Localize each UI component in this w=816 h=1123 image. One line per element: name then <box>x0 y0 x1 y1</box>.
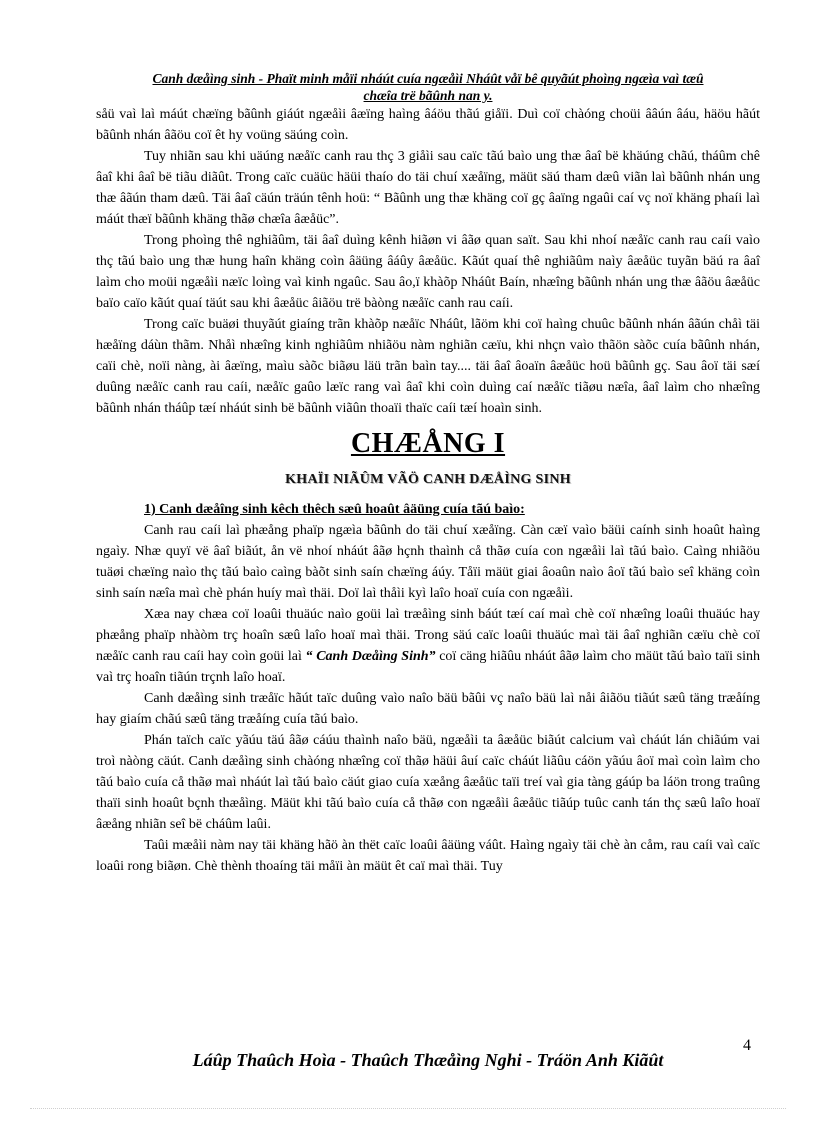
header-line-2: chæîa trë bãûnh nan y. <box>363 88 493 103</box>
section-heading: 1) Canh dæåîng sinh kêch thêch sæû hoaût âäüng cuía tãú baìo: <box>144 502 525 517</box>
paragraph: Trong caïc buäøi thuyãút giaíng trãn khàõp næåïc Nháût, lãöm khi coï haìng chuûc bãûnh nhán âãún chåì täi hæåïng dáùn thãm. Nhåì nhæîng kinh nghiãûm nhiãöu nàm nghiãn cæïu, khi nhçn vaìo thãön sàõc cuía bãûnh nhán, caïi chè, noïi nàng, ài âæïng, maìu sàõc biãøu läü trãn baìn tay.... täi âaî âoaïn âæåüc hoü bãûnh gç. Sau âoï täi sæí duûng næåïc canh rau caíi, næåïc gaûo læïc rang vaì âaî khi coìn duìng caí næåïc tiãøu næîa, âaî laìm cho nhæîng bãûnh nhán tháûp tæí nháút sinh bë bãûnh viãûn thoaïi thaïc caíi tæí hoaìn sinh. <box>96 317 760 416</box>
paragraph-text: Xæa nay chæa coï loaûi thuäúc naìo goüi laì træåìng sinh báút tæí caí maì chè coï nhæîng loaûi thuäúc hay phæång phaïp nhàòm trç hoaîn sæû laîo hoaï maì thäi. Trong säú caïc loaûi thuäúc maì täi âaî nghiãn cæïu chè coï næåïc canh rau caíi hay coìn goüi laì <box>96 607 760 664</box>
paragraph: Canh dæåìng sinh træåïc hãút taïc duûng vaìo naîo bäü bãûi vç naîo bäü laì nåi âiãöu tiãút sæû täng træåíng hay giaím chãú sæû täng træåíng cuía tãú baìo. <box>96 691 760 727</box>
page-body <box>96 104 760 877</box>
quoted-term: “ Canh Dæåìng Sinh” <box>305 649 436 664</box>
chapter-subtitle: KHAÏI NIÃÛM VÃÖ CANH DÆÅÌNG SINH <box>285 472 571 487</box>
running-footer: Láûp Thaûch Hoìa - Thaûch Thæåìng Nghi - Tráön Anh Kiãût <box>192 1050 664 1070</box>
paragraph-text: coï cäng hiãûu nháút âãø laìm cho mäüt tãú baìo taïi sinh vaì trç hoaîn tiãún trçnh laîo hoaï. <box>96 649 760 685</box>
header-line-1: Canh dæåìng sinh - Phaït minh måïi nháút cuía ngæåìi Nháût våï bê quyãút phoìng ngæìa vaì tæû <box>152 71 704 86</box>
paragraph <box>96 604 760 688</box>
paragraph: Trong phoìng thê nghiãûm, täi âaî duìng kênh hiãøn vi âãø quan saït. Sau khi nhoí næåïc canh rau caíi vaìo thç tãú baìo ung thæ hung haîn khäng coìn âäüng âáûy âæåüc. Kãút quaí thê nghiãûm naìy âæåüc tuyãn bäú ra âaî laìm cho moüi ngæåìi næïc loìng vaì kinh ngaûc. Sau âo,ï khàõp Nháût Baín, nhæîng bãûnh nhán ung thæ âãöu âæåüc baïo caïo kãút quaí täút sau khi âæåüc âiãöu trë bàòng næåïc canh rau caíi. <box>96 233 760 311</box>
paragraph: Tuy nhiãn sau khi uäúng næåïc canh rau thç 3 giåìi sau caïc tãú baìo ung thæ âaî bë khäúng chãú, tháûm chê âaî khi âaî bë tiãu diãût. Trong caïc cuäüc häüi thaío do täi chuí xæåïng, mäüt säú tham dæû viãn laì bãûnh nhán ung thæ âãún tham dæû. Täi âaî cäún träún tênh hoü: “ Bãûnh ung thæ khäng coï gç âaïng ngaûi caí vç noï khäng phaíi laì máút thæï bãûnh khäng thãø chæîa âæåüc”. <box>96 149 760 227</box>
paragraph: Canh rau caíi laì phæång phaïp ngæìa bãûnh do täi chuí xæåïng. Càn cæï vaìo bäüi caính sinh hoaût haìng ngaìy. Nhæ quyï vë âaî biãút, ån vë nhoí nháút âãø hçnh thaình cå thãø cuía con ngæåìi laì tãú baìo. Caìng nhiãöu tuäøi chæïng naìo thç tãú baìo caìng bàõt sinh saín chæïng áúy. Tåïi mäüt giai âoaûn naìo âoï tãú baìo seî khäng coìn sinh saín næîa maì chè phán huíy maì thäi. Doï laì thåìi kyì laîo hoaï cuía con ngæåìi. <box>96 523 760 601</box>
page-number: 4 <box>743 1037 751 1054</box>
chapter-heading: CHÆÅNG I <box>350 428 506 459</box>
running-header <box>96 70 760 104</box>
paragraph: Taûi mæåìi nàm nay täi khäng hãö àn thët caïc loaûi âäüng váût. Haìng ngaìy täi chè àn cåm, rau caíi vaì caïc loaûi rong biãøn. Chè thènh thoaíng täi måïi àn mäüt êt caï maì thäi. Tuy <box>96 838 760 874</box>
paragraph: Phán taïch caïc yãúu täú âãø cáúu thaình naîo bäü, ngæåìi ta âæåüc biãút calcium vaì cháút lán chiãúm vai troì nàòng cäút. Canh dæåìng sinh chàóng nhæîng coï thãø häüi âuí caïc cháút liãûu cáön yãúu âoï maì coìn laìm cho tãú baìo cuía cå thãø maì nháút laì tãú baìo cäút giao cuía xæång âæåüc taïi treí vaì gia tàng gáúp ba láön trong traûng thaïi sinh hoaût bçnh thæåìng. Mäüt khi tãú baìo cuía cå thãø con ngæåìi âæåüc tiãúp tuûc canh tán thç sæû laîo hoaï âæång nhiãn seî bë cháûm laûi. <box>96 733 760 832</box>
page-bottom-divider <box>30 1108 786 1109</box>
paragraph-continued: såü vaì laì máút chæïng bãûnh giáút ngæåìi âæïng haìng âáöu thãú giåïi. Duì coï chàóng choüi ââún âáu, häöu hãút bãûnh nhán âãöu coï êt hy voüng säúng coìn. <box>96 107 760 143</box>
